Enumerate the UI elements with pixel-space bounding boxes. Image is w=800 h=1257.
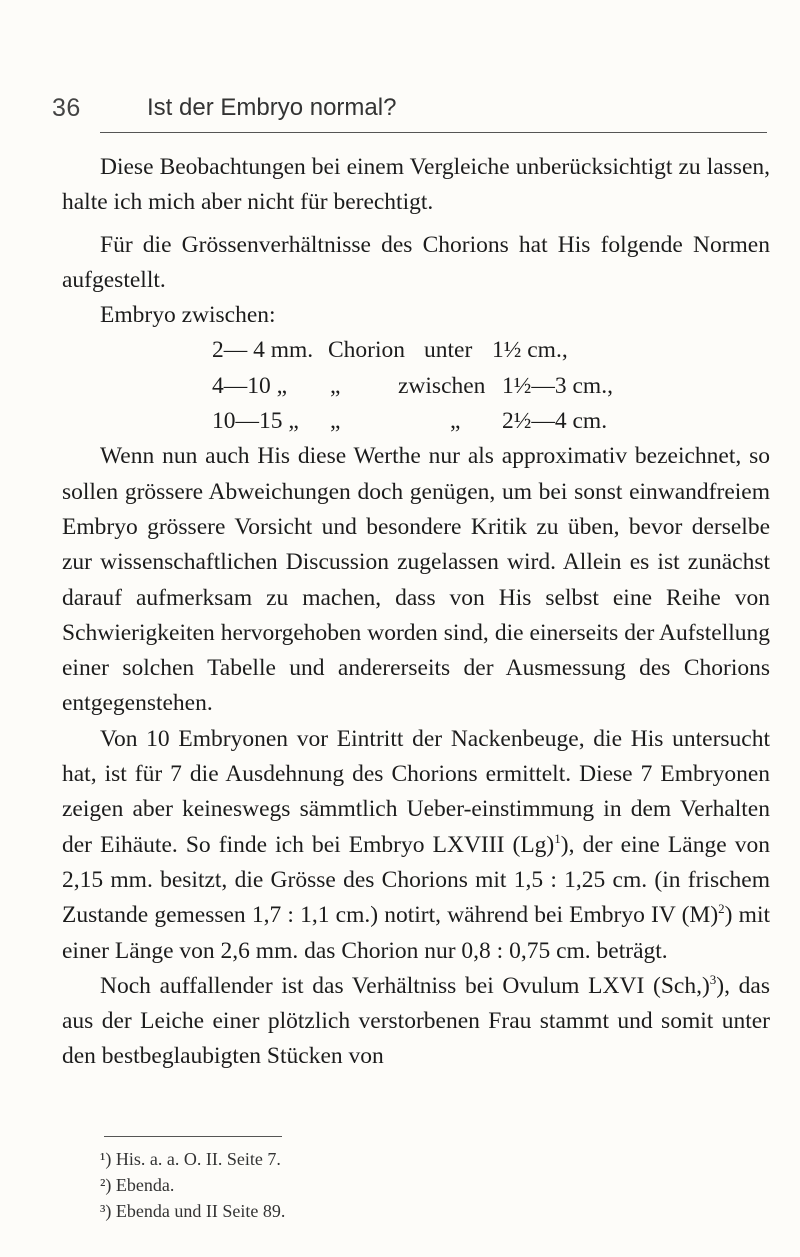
norm-row xyxy=(62,369,770,404)
norm-relation: unter xyxy=(424,337,473,364)
paragraph-1: Diese Beobachtungen bei einem Vergleiche unberücksichtigt zu lassen, halte ich mich aber nicht für berechtigt. xyxy=(62,154,770,216)
paragraph-6-text-a: Noch auffallender ist das Verhältniss bei Ovulum LXVI (Sch,) xyxy=(100,972,710,999)
norm-range: 2— 4 mm. xyxy=(212,337,314,364)
footnote-ref: 1 xyxy=(554,830,561,846)
running-header xyxy=(52,94,767,130)
paragraph-6: Noch auffallender ist das Verhältniss bei Ovulum LXVI $(Sch,)^3$), das aus der Leiche einer plötzlich verstorbenen Frau stammt und somit unter den bestbeglaubigten Stücken von xyxy=(62,972,771,1070)
paragraph-5: Von 10 Embryonen vor Eintritt der Nackenbeuge, die His untersucht hat, ist für 7 die Ausdehnung des Chorions ermittelt. Diese 7 Embryonen zeigen aber keineswegs sämmtlich Ueber-einstimmung in dem Verhalten der Eihäute. So finde ich bei Embryo LXVIII $(Lg)^1$), der eine Länge von 2,15 mm. besitzt, die Grösse des Chorions mit 1,5 : 1,25 cm. (in frischem Zustande gemessen 1,7 : 1,1 cm.) notirt, während bei Embryo IV $(M)^2$) mit einer Länge von 2,6 mm. das Chorion nur 0,8 : 0,75 cm. beträgt. xyxy=(62,725,770,964)
page-number: 36 xyxy=(52,94,81,122)
norm-organ: „ xyxy=(330,408,341,435)
paragraph-2: Für die Grössenverhältnisse des Chorions hat His folgende Normen aufgestellt. xyxy=(62,231,770,293)
footnote-2: ²) Ebenda. xyxy=(100,1175,175,1195)
paragraph-6-text-b: , das aus der Leiche einer plötzlich verstorbenen Frau stammt und somit unter den bestbeglaubigten Stücken von xyxy=(62,972,771,1070)
norm-range: 4—10 „ xyxy=(212,372,288,399)
norms-table xyxy=(62,333,770,439)
norm-dimension: 2½—4 cm. xyxy=(502,408,608,435)
norm-organ: Chorion xyxy=(328,337,406,364)
norm-row xyxy=(62,333,770,368)
norm-dimension: 1½—3 cm., xyxy=(502,372,613,399)
body-text xyxy=(62,150,770,1075)
footnotes xyxy=(100,1146,285,1224)
paragraph-5-text-b: , der eine Länge von 2,15 mm. besitzt, die Grösse des Chorions mit 1,5 : 1,25 cm. (in frischem Zustande gemessen 1,7 : 1,1 cm.) notirt, während bei Embryo IV (M) xyxy=(62,831,770,929)
norm-relation: „ xyxy=(450,408,461,435)
norm-organ: „ xyxy=(330,372,341,399)
norm-row xyxy=(62,404,770,439)
footnote-1: ¹) His. a. a. O. II. Seite 7. xyxy=(100,1149,281,1169)
norms-intro: Embryo zwischen: xyxy=(100,302,276,329)
norm-relation: zwischen xyxy=(398,372,486,399)
paragraph-5-text-c: mit einer Länge von 2,6 mm. das Chorion nur 0,8 : 0,75 cm. beträgt. xyxy=(62,902,770,964)
footnote-3: ³) Ebenda und II Seite 89. xyxy=(100,1201,286,1221)
header-rule xyxy=(100,132,767,133)
running-title: Ist der Embryo normal? xyxy=(147,94,397,121)
paragraph-4: Wenn nun auch His diese Werthe nur als approximativ bezeichnet, so sollen grössere Abweichungen doch genügen, um bei sonst einwandfreiem Embryo grössere Vorsicht und besondere Kritik zu üben, bevor derselbe zur wissenschaftlichen Discussion zugelassen wird. Allein es ist zunächst darauf aufmerksam zu machen, dass von His selbst eine Reihe von Schwierigkeiten hervorgehoben worden sind, die einerseits der Aufstellung einer solchen Tabelle und andererseits der Ausmessung des Chorions entgegenstehen. xyxy=(62,443,770,717)
norm-dimension: 1½ cm., xyxy=(492,337,568,364)
paragraph-5-text-a: Von 10 Embryonen vor Eintritt der Nackenbeuge, die His untersucht hat, ist für 7 die Ausdehnung des Chorions ermittelt. Diese 7 Embryonen zeigen aber keineswegs sämmtlich Ueber-einstimmung in dem Verhalten der Eihäute. So finde ich bei Embryo LXVIII (Lg) xyxy=(62,725,770,858)
norm-range: 10—15 „ xyxy=(212,408,299,435)
footnote-ref: 3 xyxy=(709,972,717,987)
footnote-rule xyxy=(104,1136,282,1137)
footnote-ref: 2 xyxy=(718,901,725,917)
